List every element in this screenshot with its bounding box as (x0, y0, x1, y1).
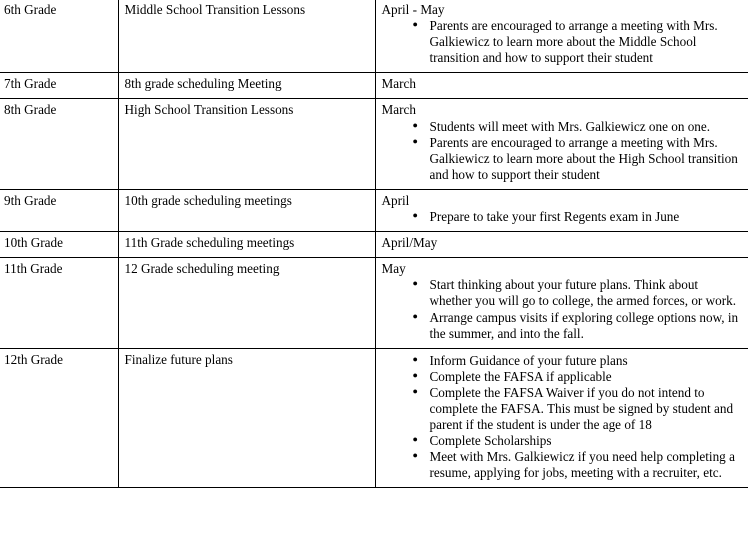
activity-cell: 10th grade scheduling meetings (118, 189, 375, 231)
table-row (0, 232, 748, 258)
timing-text: May (381, 261, 406, 277)
list-item: ● Students will meet with Mrs. Galkiewicz one on one. (430, 119, 744, 135)
activity-cell: Finalize future plans (118, 348, 375, 488)
list-item: ● Complete Scholarships (430, 433, 744, 449)
timing-cell (375, 73, 748, 99)
grade-cell: 8th Grade (0, 99, 118, 189)
timing-text: March (381, 102, 416, 118)
grade-cell: 7th Grade (0, 73, 118, 99)
activity-cell: High School Transition Lessons (118, 99, 375, 189)
list-item: ● Meet with Mrs. Galkiewicz if you need help completing a resume, applying for jobs, meeting with a recruiter, etc. (430, 449, 744, 481)
list-item: ● Arrange campus visits if exploring college options now, in the summer, and into the fall. (430, 310, 744, 342)
grade-cell: 12th Grade (0, 348, 118, 488)
activity-cell: Middle School Transition Lessons (118, 0, 375, 73)
list-item: ● Parents are encouraged to arrange a meeting with Mrs. Galkiewicz to learn more about the High School transition and how to support their student (430, 135, 744, 183)
grade-cell: 6th Grade (0, 0, 118, 73)
table-row (0, 348, 748, 488)
list-item: ● Complete the FAFSA Waiver if you do not intend to complete the FAFSA. This must be signed by student and parent if the student is under the age of 18 (430, 385, 744, 433)
list-item: ● Prepare to take your first Regents exam in June (430, 209, 744, 225)
notes-list (382, 209, 744, 225)
activity-cell: 12 Grade scheduling meeting (118, 258, 375, 348)
grade-cell: 11th Grade (0, 258, 118, 348)
timing-cell (375, 99, 748, 189)
notes-list (382, 18, 744, 66)
notes-list (382, 119, 744, 183)
timing-text: April - May (381, 2, 445, 17)
timing-cell (375, 258, 748, 348)
timing-text: April/May (381, 235, 438, 251)
table-row (0, 99, 748, 189)
grade-cell: 9th Grade (0, 189, 118, 231)
grade-cell: 10th Grade (0, 232, 118, 258)
activity-cell: 11th Grade scheduling meetings (118, 232, 375, 258)
timing-cell (375, 0, 748, 73)
timing-cell (375, 348, 748, 488)
table-row (0, 189, 748, 231)
table-row (0, 0, 748, 73)
list-item: ● Inform Guidance of your future plans (430, 353, 744, 369)
timing-cell (375, 232, 748, 258)
list-item: ● Parents are encouraged to arrange a meeting with Mrs. Galkiewicz to learn more about the Middle School transition and how to support their student (430, 18, 744, 66)
timing-text: March (381, 76, 416, 92)
notes-list (382, 277, 744, 341)
table-row (0, 73, 748, 99)
table-row (0, 258, 748, 348)
timing-text: April (381, 192, 410, 208)
list-item: ● Start thinking about your future plans. Think about whether you will go to college, the armed forces, or work. (430, 277, 744, 309)
list-item: ● Complete the FAFSA if applicable (430, 369, 744, 385)
notes-list (382, 353, 744, 482)
activity-cell: 8th grade scheduling Meeting (118, 73, 375, 99)
timing-cell (375, 189, 748, 231)
